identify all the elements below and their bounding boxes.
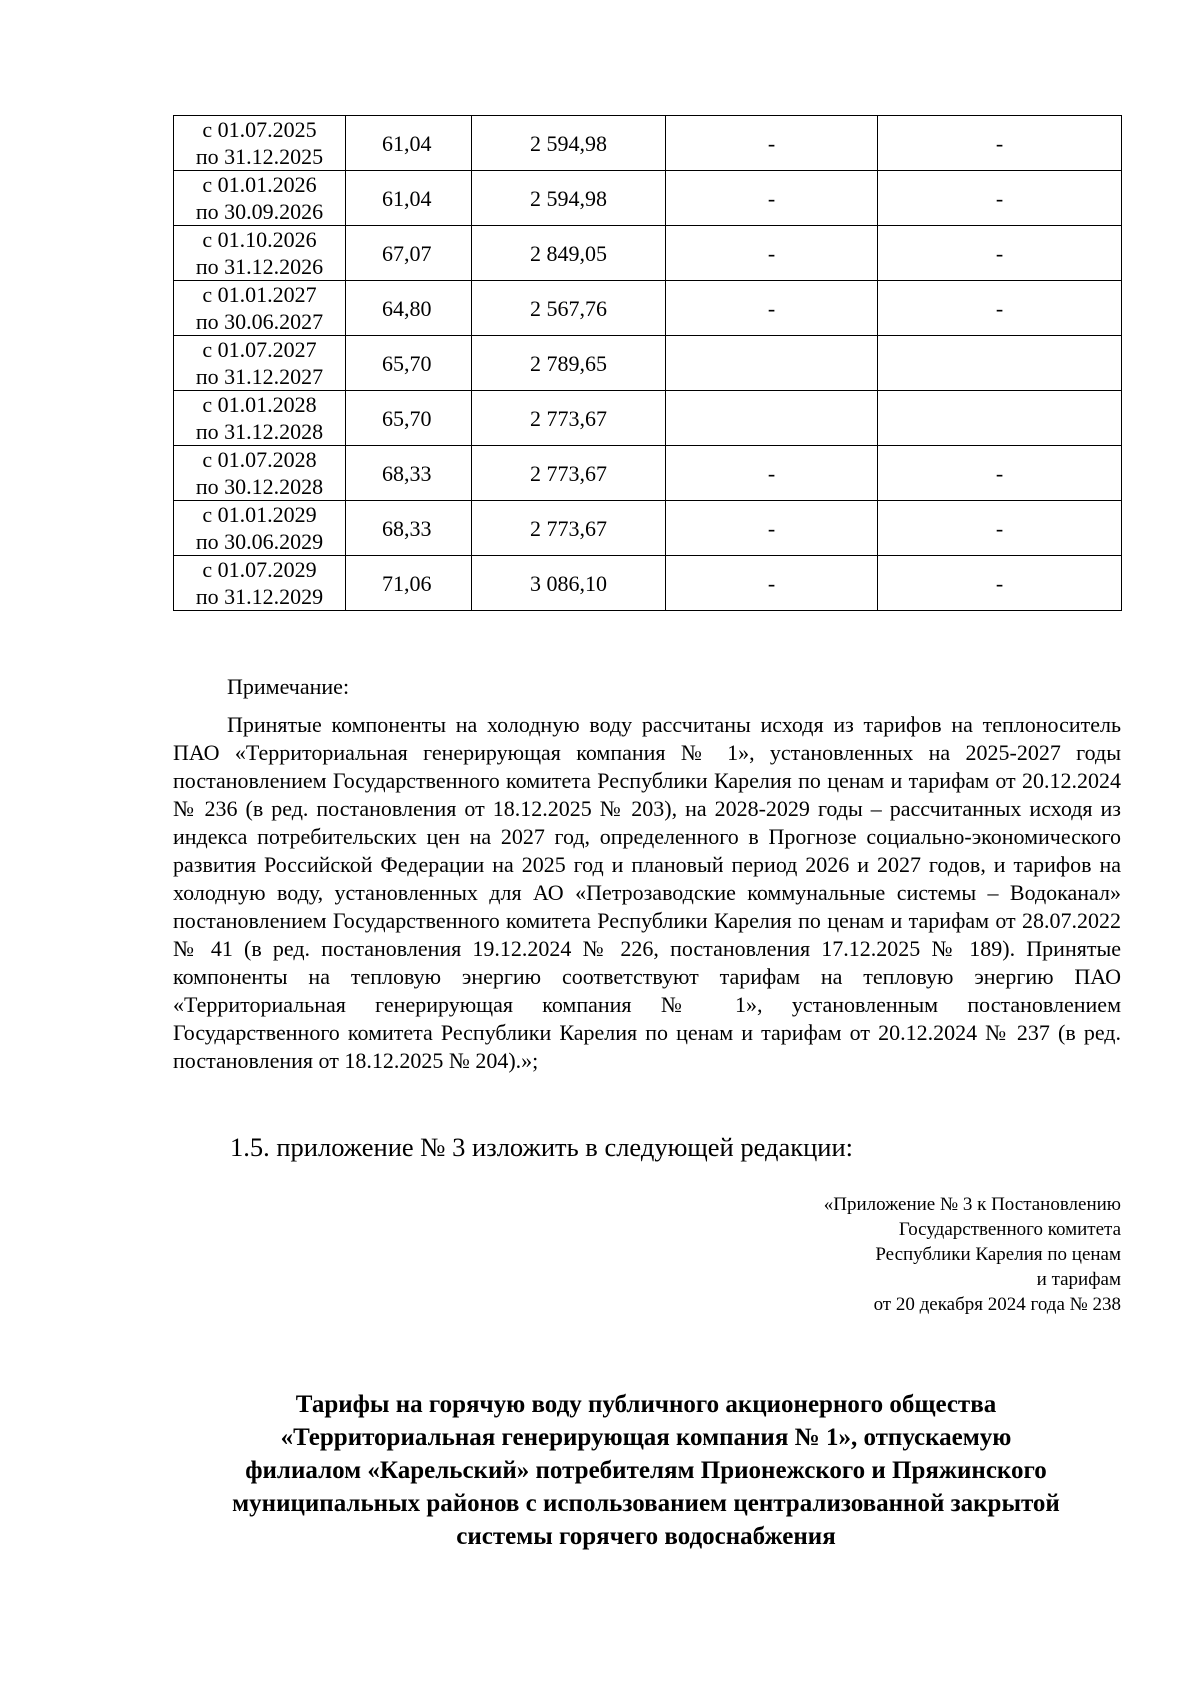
period-cell: [174, 116, 346, 171]
period-to: по 31.12.2025: [195, 144, 324, 169]
table-row: [174, 116, 1122, 171]
value-cell: -: [878, 116, 1122, 171]
period-cell: [174, 556, 346, 611]
value-cell: 61,04: [346, 116, 472, 171]
value-cell: 65,70: [346, 336, 472, 391]
title-line: Тарифы на горячую воду публичного акционерного общества: [295, 1391, 997, 1418]
value-cell: -: [878, 556, 1122, 611]
table-row: [174, 226, 1122, 281]
value-cell: -: [666, 556, 878, 611]
title-line: филиалом «Карельский» потребителям Прионежского и Пряжинского: [245, 1457, 1047, 1484]
period-from: с 01.01.2026: [202, 172, 317, 197]
value-cell: -: [666, 446, 878, 501]
table-row: [174, 501, 1122, 556]
period-from: с 01.07.2028: [202, 447, 317, 472]
period-from: с 01.01.2028: [202, 392, 317, 417]
value-cell: 3 086,10: [472, 556, 666, 611]
period-from: с 01.07.2029: [202, 557, 317, 582]
period-from: с 01.07.2025: [202, 117, 317, 142]
period-cell: [174, 391, 346, 446]
period-to: по 31.12.2028: [195, 419, 324, 444]
value-cell: [666, 336, 878, 391]
value-cell: 2 773,67: [472, 501, 666, 556]
period-to: по 30.06.2027: [195, 309, 324, 334]
period-cell: [174, 281, 346, 336]
value-cell: [878, 336, 1122, 391]
appendix-reference: [601, 1192, 1121, 1317]
note-title: Примечание:: [227, 674, 350, 699]
value-cell: -: [878, 501, 1122, 556]
title-line: системы горячего водоснабжения: [456, 1523, 836, 1550]
value-cell: 64,80: [346, 281, 472, 336]
value-cell: 2 594,98: [472, 116, 666, 171]
value-cell: -: [666, 281, 878, 336]
period-to: по 31.12.2026: [195, 254, 324, 279]
appendix-line: Республики Карелия по ценам: [875, 1244, 1121, 1265]
table-row: [174, 446, 1122, 501]
value-cell: 2 567,76: [472, 281, 666, 336]
table-row: [174, 391, 1122, 446]
value-cell: -: [666, 171, 878, 226]
value-cell: 2 789,65: [472, 336, 666, 391]
table-row: [174, 171, 1122, 226]
document-title: [150, 1388, 1142, 1553]
period-cell: [174, 226, 346, 281]
value-cell: 67,07: [346, 226, 472, 281]
amendment-item: 1.5. приложение № 3 изложить в следующей редакции:: [230, 1132, 854, 1162]
value-cell: 68,33: [346, 501, 472, 556]
tariff-table: [173, 115, 1122, 611]
period-to: по 30.06.2029: [195, 529, 324, 554]
value-cell: 61,04: [346, 171, 472, 226]
value-cell: -: [666, 116, 878, 171]
value-cell: -: [666, 501, 878, 556]
period-from: с 01.07.2027: [202, 337, 317, 362]
period-to: по 31.12.2029: [195, 584, 324, 609]
value-cell: -: [878, 226, 1122, 281]
value-cell: [666, 391, 878, 446]
period-to: по 30.12.2028: [195, 474, 324, 499]
period-from: с 01.10.2026: [202, 227, 317, 252]
value-cell: -: [878, 446, 1122, 501]
value-cell: 65,70: [346, 391, 472, 446]
period-to: по 31.12.2027: [195, 364, 324, 389]
title-line: «Территориальная генерирующая компания № 1», отпускаемую: [280, 1424, 1012, 1451]
value-cell: -: [878, 171, 1122, 226]
period-to: по 30.09.2026: [195, 199, 324, 224]
title-line: муниципальных районов с использованием централизованной закрытой: [232, 1490, 1060, 1517]
period-from: с 01.01.2027: [202, 282, 317, 307]
value-cell: 71,06: [346, 556, 472, 611]
period-cell: [174, 336, 346, 391]
appendix-line: «Приложение № 3 к Постановлению: [823, 1194, 1121, 1215]
value-cell: 2 594,98: [472, 171, 666, 226]
value-cell: -: [666, 226, 878, 281]
period-cell: [174, 446, 346, 501]
appendix-line: и тарифам: [1036, 1269, 1121, 1290]
period-cell: [174, 171, 346, 226]
value-cell: 2 849,05: [472, 226, 666, 281]
value-cell: 2 773,67: [472, 391, 666, 446]
note-paragraph: Принятые компоненты на холодную воду рассчитаны исходя из тарифов на теплоноситель ПАО «Территориальная генерирующая компания № 1», установленных на 2025-2027 годы постановлением Государственного комитета Республики Карелия по ценам и тарифам от 20.12.2024 № 236 (в ред. постановления от 18.12.2025 № 203), на 2028-2029 годы – рассчитанных исходя из индекса потребительских цен на 2027 год, определенного в Прогнозе социально-экономического развития Российской Федерации на 2025 год и плановый период 2026 и 2027 годов, и тарифов на холодную воду, установленных для АО «Петрозаводские коммунальные системы – Водоканал» постановлением Государственного комитета Республики Карелия по ценам и тарифам от 28.07.2022 № 41 (в ред. постановления 19.12.2024 № 226, постановления 17.12.2025 № 189). Принятые компоненты на тепловую энергию соответствуют тарифам на тепловую энергию ПАО «Территориальная генерирующая компания № 1», установленным постановлением Государственного комитета Республики Карелия по ценам и тарифам от 20.12.2024 № 237 (в ред. постановления от 18.12.2025 № 204).»;: [173, 712, 1121, 1073]
period-from: с 01.01.2029: [202, 502, 317, 527]
value-cell: 2 773,67: [472, 446, 666, 501]
table-row: [174, 281, 1122, 336]
table-row: [174, 336, 1122, 391]
value-cell: -: [878, 281, 1122, 336]
value-cell: [878, 391, 1122, 446]
table-row: [174, 556, 1122, 611]
appendix-line: от 20 декабря 2024 года № 238: [873, 1294, 1121, 1315]
value-cell: 68,33: [346, 446, 472, 501]
appendix-line: Государственного комитета: [898, 1219, 1121, 1240]
period-cell: [174, 501, 346, 556]
